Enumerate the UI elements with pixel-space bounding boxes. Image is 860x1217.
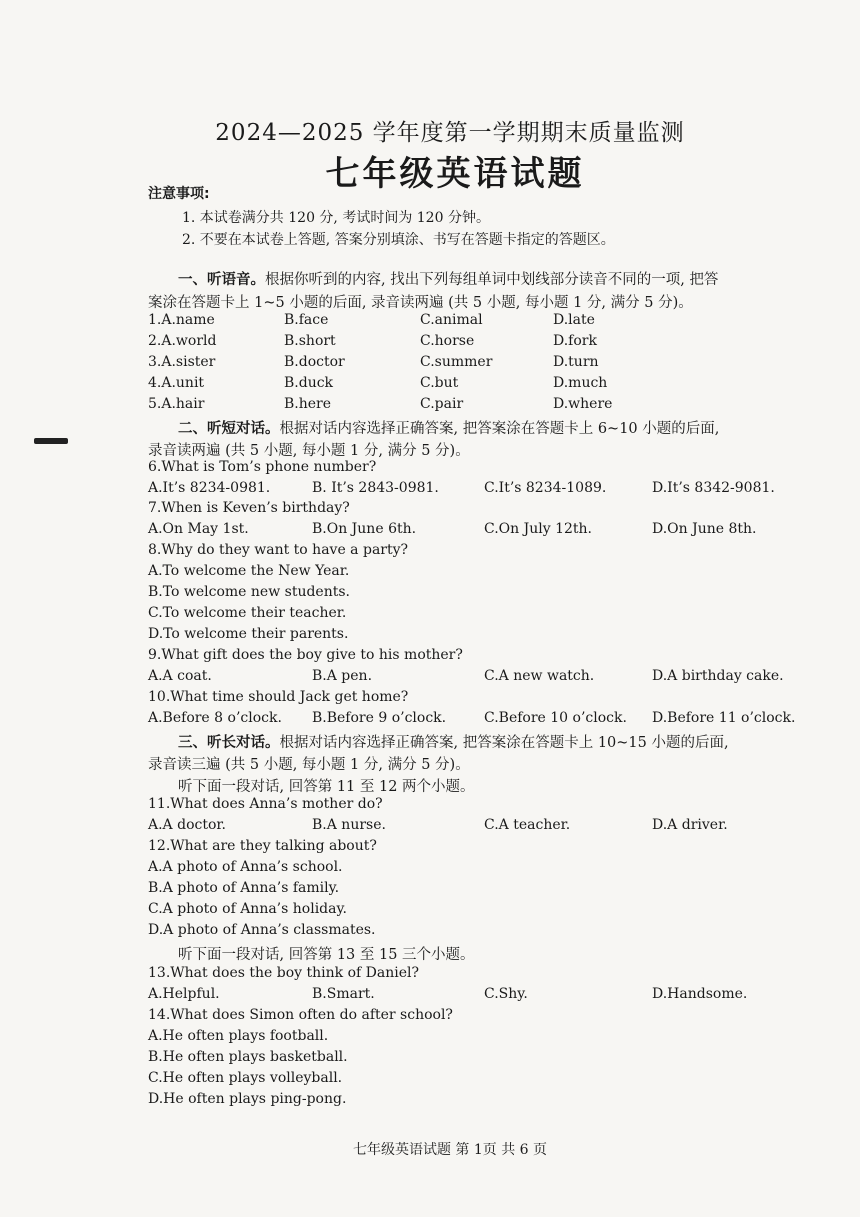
question: 9.What gift does the boy give to his mother? [148,647,463,663]
option: A.It’s 8234-0981. [148,480,271,496]
option: D.where [553,396,613,412]
question: 11.What does Anna’s mother do? [148,796,383,812]
option: D.Before 11 o’clock. [652,710,796,726]
section3-heading: 三、听长对话。 [178,735,280,751]
option: A.A coat. [148,668,212,684]
option: B.A photo of Anna’s family. [148,880,340,896]
option: D.It’s 8342-9081. [652,480,775,496]
section1-instruction: 一、听语音。根据你听到的内容, 找出下列每组单词中划线部分读音不同的一项, 把答 [178,272,719,288]
option: B.face [284,312,329,328]
section2-instruction-cont: 录音读两遍 (共 5 小题, 每小题 1 分, 满分 5 分)。 [148,443,470,459]
option: D.A driver. [652,817,728,833]
option: D.Handsome. [652,986,748,1002]
option: B.He often plays basketball. [148,1049,348,1065]
option: 3.A.sister [148,354,216,370]
question: 6.What is Tom’s phone number? [148,459,377,475]
note-item: 1. 本试卷满分共 120 分, 考试时间为 120 分钟。 [182,210,490,226]
option: B.To welcome new students. [148,584,350,600]
option: A.Before 8 o’clock. [148,710,282,726]
exam-title: 2024—2025 学年度第一学期期末质量监测 [215,120,685,146]
option: D.fork [553,333,597,349]
option: C.A photo of Anna’s holiday. [148,901,347,917]
option: C.It’s 8234-1089. [484,480,607,496]
paper-title: 七年级英语试题 [325,154,585,194]
section2-instruction: 二、听短对话。根据对话内容选择正确答案, 把答案涂在答题卡上 6~10 小题的后面, [178,421,720,437]
option: B.A pen. [312,668,373,684]
page-footer: 七年级英语试题 第 1页 共 6 页 [352,1142,548,1158]
option: C.horse [420,333,475,349]
option: A.To welcome the New Year. [148,563,350,579]
option: C.He often plays volleyball. [148,1070,343,1086]
notes-heading: 注意事项: [148,186,210,202]
option: 5.A.hair [148,396,205,412]
option: B.here [284,396,332,412]
option: B.duck [284,375,334,391]
option: A.A photo of Anna’s school. [148,859,343,875]
option: C.On July 12th. [484,521,592,537]
option: C.summer [420,354,493,370]
option: A.Helpful. [148,986,220,1002]
question: 8.Why do they want to have a party? [148,542,409,558]
option: B.doctor [284,354,345,370]
listen-instruction: 听下面一段对话, 回答第 11 至 12 两个小题。 [178,779,475,795]
question: 14.What does Simon often do after school? [148,1007,453,1023]
option: D.On June 8th. [652,521,757,537]
question: 12.What are they talking about? [148,838,377,854]
section1-instruction-cont: 案涂在答题卡上 1~5 小题的后面, 录音读两遍 (共 5 小题, 每小题 1 分, 满分 5 分)。 [148,295,693,311]
option: D.To welcome their parents. [148,626,349,642]
option: C.A new watch. [484,668,595,684]
note-item: 2. 不要在本试卷上答题, 答案分别填涂、书写在答题卡指定的答题区。 [182,232,615,248]
option: C.animal [420,312,483,328]
option: C.Before 10 o’clock. [484,710,627,726]
option: A.On May 1st. [148,521,249,537]
listen-instruction: 听下面一段对话, 回答第 13 至 15 三个小题。 [178,947,475,963]
option: D.He often plays ping-pong. [148,1091,347,1107]
section3-instruction-cont: 录音读三遍 (共 5 小题, 每小题 1 分, 满分 5 分)。 [148,757,470,773]
option: 4.A.unit [148,375,205,391]
option: C.but [420,375,459,391]
option: D.late [553,312,595,328]
option: B.short [284,333,336,349]
section1-heading: 一、听语音。 [178,272,265,288]
option: A.A doctor. [148,817,227,833]
section2-heading: 二、听短对话。 [178,421,280,437]
option: B. It’s 2843-0981. [312,480,439,496]
option: B.Before 9 o’clock. [312,710,447,726]
question: 7.When is Keven’s birthday? [148,500,350,516]
option: C.A teacher. [484,817,571,833]
option: 1.A.name [148,312,215,328]
option: 2.A.world [148,333,217,349]
margin-mark [34,438,68,444]
option: D.A photo of Anna’s classmates. [148,922,376,938]
option: C.Shy. [484,986,528,1002]
option: B.On June 6th. [312,521,417,537]
question: 13.What does the boy think of Daniel? [148,965,419,981]
option: D.much [553,375,608,391]
option: C.pair [420,396,464,412]
option: C.To welcome their teacher. [148,605,347,621]
question: 10.What time should Jack get home? [148,689,409,705]
option: D.turn [553,354,599,370]
option: D.A birthday cake. [652,668,784,684]
section3-instruction: 三、听长对话。根据对话内容选择正确答案, 把答案涂在答题卡上 10~15 小题的后面, [178,735,729,751]
option: A.He often plays football. [148,1028,329,1044]
option: B.A nurse. [312,817,386,833]
option: B.Smart. [312,986,375,1002]
